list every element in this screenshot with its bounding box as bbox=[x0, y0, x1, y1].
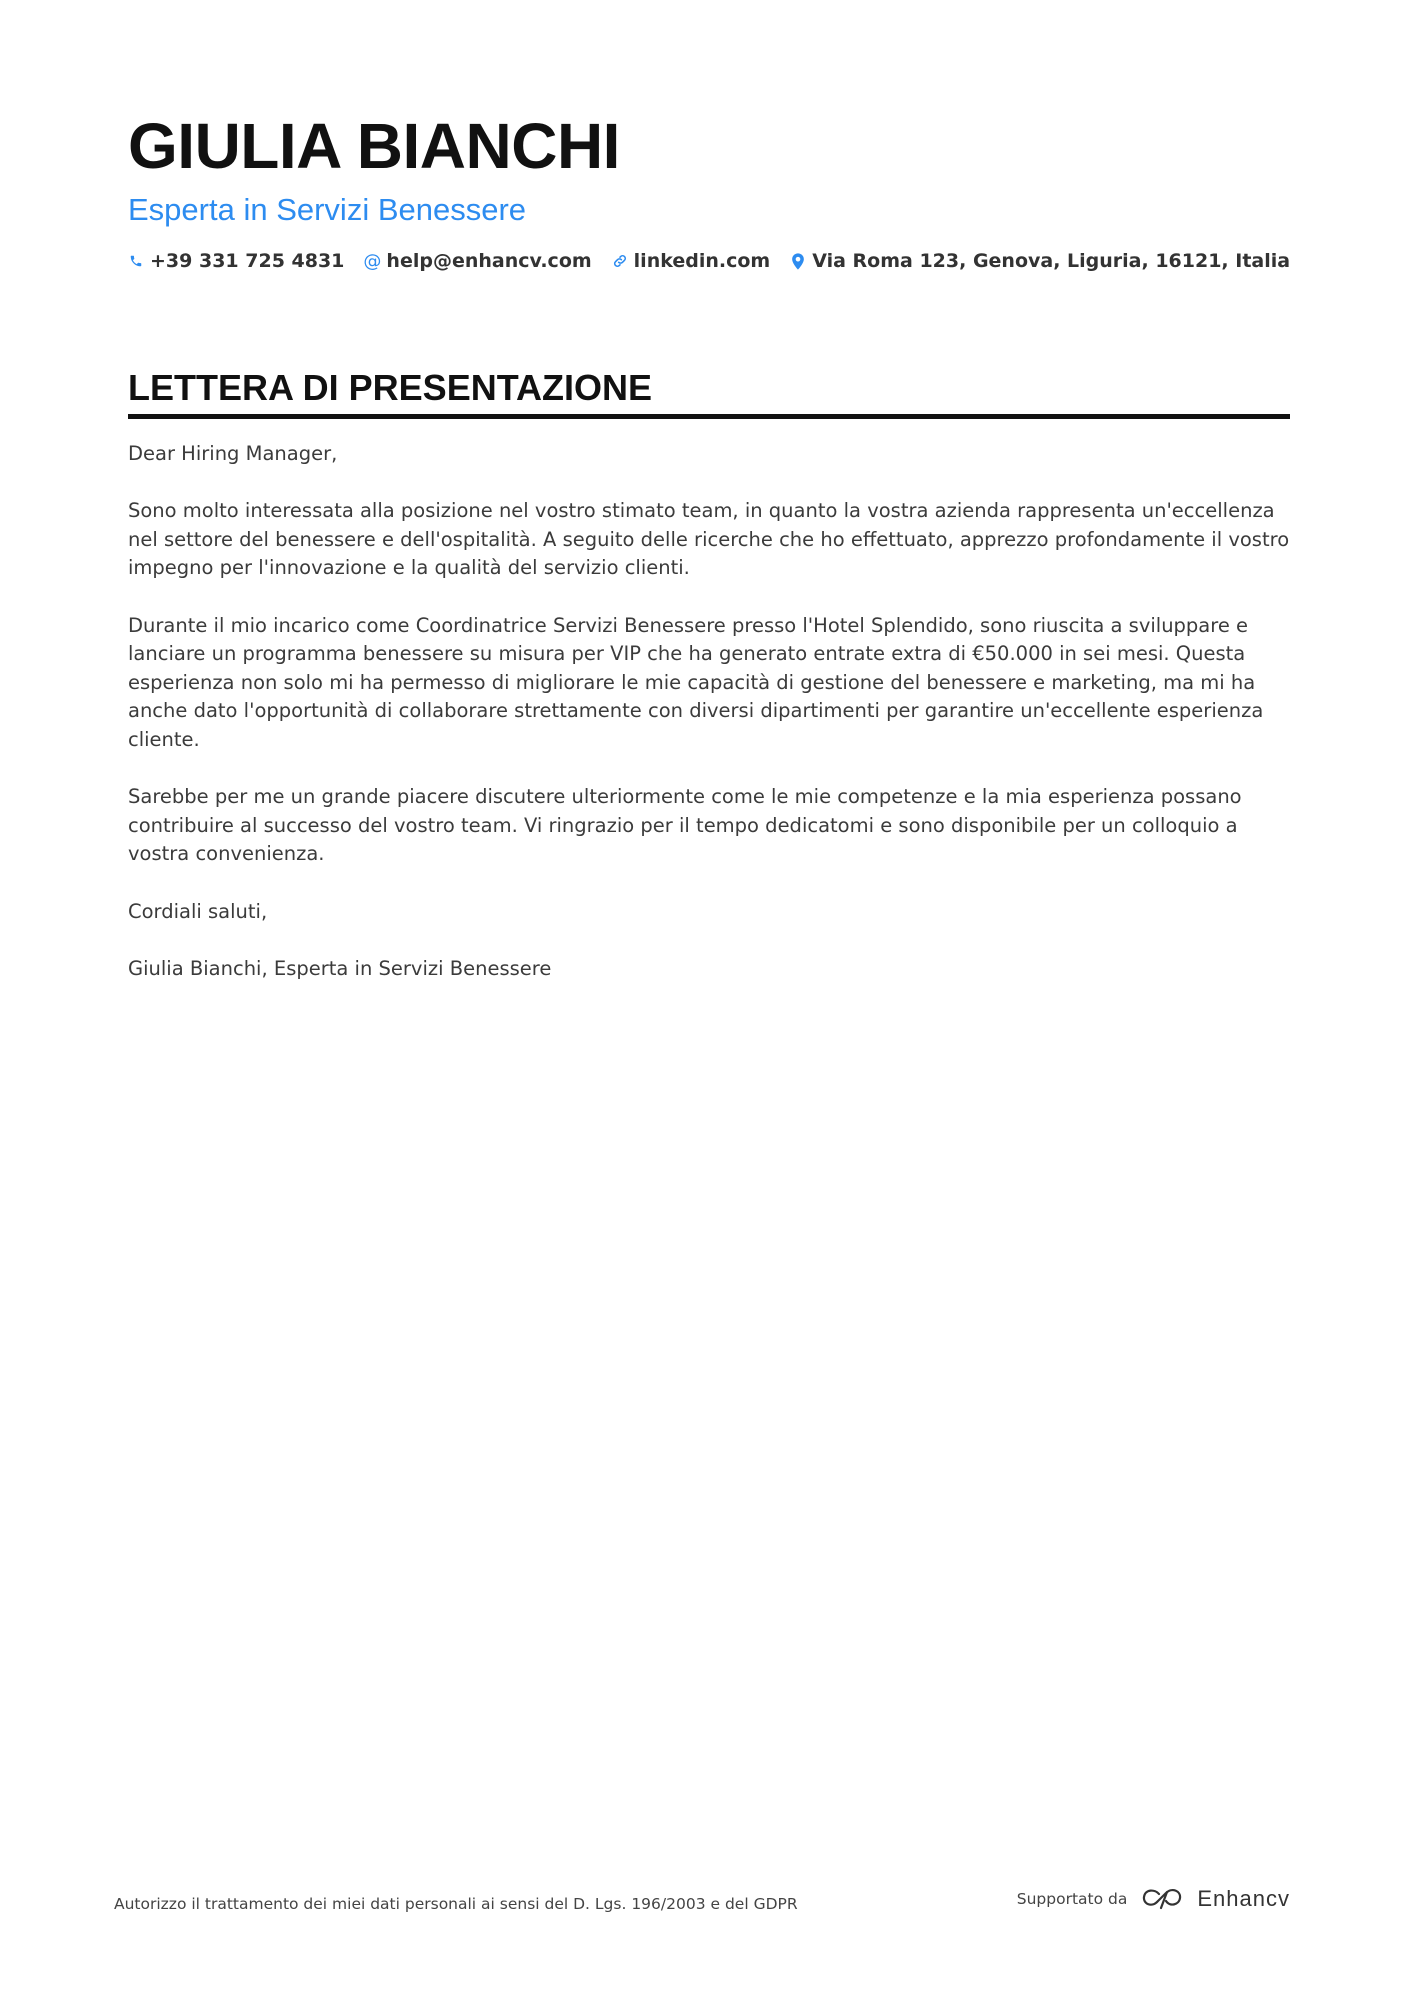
location-pin-icon bbox=[790, 252, 806, 270]
address-text: Via Roma 123, Genova, Liguria, 16121, Italia bbox=[812, 250, 1291, 272]
contact-bar bbox=[128, 250, 1290, 272]
signature: Giulia Bianchi, Esperta in Servizi Benessere bbox=[128, 956, 552, 980]
contact-linkedin[interactable] bbox=[612, 250, 771, 272]
header bbox=[128, 108, 1290, 272]
greeting: Dear Hiring Manager, bbox=[128, 442, 338, 465]
letter-paragraph: Durante il mio incarico come Coordinatrice Servizi Benessere presso l'Hotel Splendido, sono riuscita a sviluppare e lanciare un programma benessere su misura per VIP che ha generato entrate extra di €50.000 in sei mesi. Questa esperienza non solo mi ha permesso di migliorare le mie capacità di gestione del benessere e marketing, ma mi ha anche dato l'opportunità di collaborare strettamente con diversi dipartimenti per garantire un'eccellente esperienza cliente. bbox=[128, 613, 1264, 751]
brand-name: Enhancv bbox=[1197, 1886, 1290, 1911]
supported-by-label: Supportato da bbox=[1016, 1890, 1128, 1908]
phone-text: +39 331 725 4831 bbox=[150, 250, 345, 272]
closing: Cordiali saluti, bbox=[128, 899, 268, 923]
contact-email[interactable] bbox=[364, 250, 591, 272]
contact-phone bbox=[128, 250, 344, 272]
candidate-title: Esperta in Servizi Benessere bbox=[128, 192, 527, 227]
email-text: help@enhancv.com bbox=[386, 250, 592, 272]
section-divider bbox=[128, 414, 1290, 419]
powered-by[interactable] bbox=[1017, 1886, 1290, 1912]
linkedin-text: linkedin.com bbox=[633, 250, 771, 272]
candidate-name: GIULIA BIANCHI bbox=[128, 110, 620, 182]
contact-address bbox=[790, 250, 1290, 272]
consent-note: Autorizzo il trattamento dei miei dati personali ai sensi del D. Lgs. 196/2003 e del GDPR bbox=[114, 1895, 798, 1913]
phone-icon bbox=[128, 252, 144, 270]
letter-paragraph: Sarebbe per me un grande piacere discutere ulteriormente come le mie competenze e la mia esperienza possano contribuire al successo del vostro team. Vi ringrazio per il tempo dedicatomi e sono disponibile per un colloquio a vostra convenienza. bbox=[128, 785, 1242, 866]
letter-body bbox=[128, 440, 1290, 1012]
link-icon bbox=[612, 252, 628, 270]
section-heading bbox=[128, 366, 1290, 419]
letter-paragraph: Sono molto interessata alla posizione nel vostro stimato team, in quanto la vostra azienda rappresenta un'eccellenza nel settore del benessere e dell'ospitalità. A seguito delle ricerche che ho effettuato, apprezzo profondamente il vostro impegno per l'innovazione e la qualità del servizio clienti. bbox=[128, 499, 1290, 580]
at-icon: @ bbox=[363, 250, 382, 272]
section-title: LETTERA DI PRESENTAZIONE bbox=[128, 367, 653, 408]
enhancv-logo-icon bbox=[1139, 1886, 1185, 1912]
